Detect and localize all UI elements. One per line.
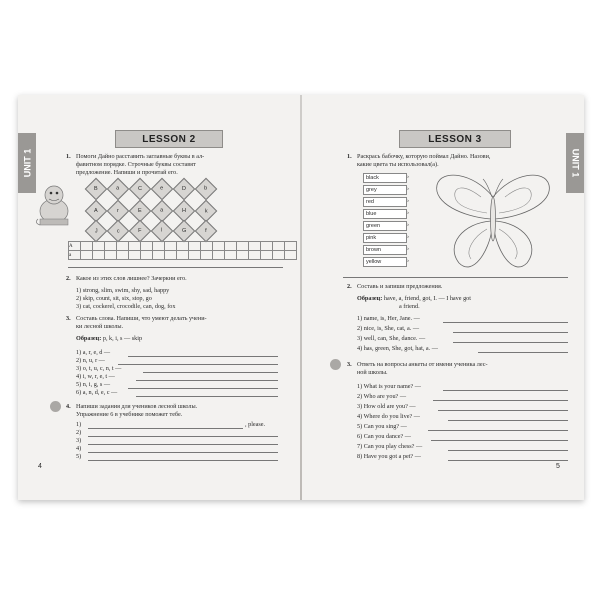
letter-tile: l [151,220,174,243]
ex2-item: 1) strong, slim, swim, shy, sad, happy [76,287,170,294]
ex2-item: 1) name, is, Her, Jane. — [357,315,420,322]
answer-line[interactable] [136,380,278,381]
ex3-item: 1) What is your name? — [357,383,421,390]
letter-tile: r [107,200,130,223]
letter-tile: F [129,220,152,243]
answer-line[interactable] [478,352,568,353]
answer-line[interactable] [448,420,568,421]
ex3-number: 3. [66,315,71,322]
ex3-item: 5) n, i, g, s — [76,381,111,388]
color-label: red [363,197,407,207]
ex3-item: 7) Can you play chess? — [357,443,423,450]
ex2-item: 4) has, green, She, got, hat, a. — [357,345,438,352]
answer-line[interactable] [143,372,278,373]
unit-tab-right [566,133,584,193]
arrow-icon: › [407,222,409,228]
dino-illustration [32,175,76,227]
ex4-answer-num: 1) [76,421,82,428]
ex4-answer-num: 4) [76,445,82,452]
grid-row-label: a [69,251,81,260]
answer-line[interactable] [88,436,278,437]
ex3-item: 1) a, r, e, d — [76,349,111,356]
answer-line[interactable] [448,450,568,451]
ex3-item: 4) i, w, r, e, t — [76,373,115,380]
answer-grid[interactable] [68,241,297,260]
letter-tile: a [107,178,130,201]
ex2-item: 2) skip, count, sit, six, stop, go [76,295,152,302]
ex3-line-2: ной школы. [357,369,388,376]
ex3-item: 3) o, t, u, c, n, t — [76,365,122,372]
letter-tile: H [173,200,196,223]
letter-tile: f [195,220,218,243]
letter-tile: C [129,178,152,201]
color-label: yellow [363,257,407,267]
ex1-line-2: фавитном порядке. Строчные буквы составят [76,161,196,168]
answer-line[interactable] [88,428,243,429]
ex3-line-1: Составь слова. Напиши, что умеют делать учени- [76,315,207,322]
unit-tab-label: UNIT 1 [570,148,581,178]
arrow-icon: › [407,246,409,252]
ex3-number: 3. [347,361,352,368]
answer-line[interactable] [136,396,278,397]
right-page [303,95,584,500]
ex1-number: 1. [347,153,352,160]
ex4-please: , please. [245,421,266,428]
ex2-number: 2. [66,275,71,282]
color-label: brown [363,245,407,255]
butterfly-illustration[interactable] [433,167,553,275]
unit-tab-label: UNIT 1 [22,148,33,178]
ex4-line-2: Упражнение 6 в учебнике поможет тебе. [76,411,183,418]
ex4-line-1: Напиши задания для учеников лесной школы. [76,403,198,410]
answer-line[interactable] [443,322,568,323]
ex3-line-1: Ответь на вопросы анкеты от имени ученика лес- [357,361,488,368]
answer-line[interactable] [453,332,568,333]
ex4-answer-num: 5) [76,453,82,460]
book-spine [300,95,302,500]
ex4-answer-num: 3) [76,437,82,444]
answer-line[interactable] [431,440,568,441]
page-number-left: 4 [38,463,42,470]
answer-line[interactable] [128,388,278,389]
letter-tile: A [85,200,108,223]
letter-tile: e [151,178,174,201]
ex3-item: 2) Who are you? — [357,393,407,400]
letter-tile: E [129,200,152,223]
ex1-line-1: Помоги Дайно расставить заглавные буквы в ал- [76,153,205,160]
color-label: black [363,173,407,183]
letter-tile: a [151,200,174,223]
ex2-item: 3) cat, cockerel, crocodile, can, dog, fox [76,303,176,310]
answer-line[interactable] [438,410,568,411]
letter-tile: D [173,178,196,201]
arrow-icon: › [407,234,409,240]
ex2-text: Составь и запиши предложения. [357,283,443,290]
ex3-item: 5) Can you sing? — [357,423,407,430]
arrow-icon: › [407,198,409,204]
answer-line[interactable] [343,277,568,278]
color-label: green [363,221,407,231]
lesson-title-left: LESSON 2 [115,130,223,148]
answer-line[interactable] [128,356,278,357]
ex2-item: 2) nice, is, She, cat, a. — [357,325,420,332]
arrow-icon: › [407,210,409,216]
letter-tile: B [85,178,108,201]
left-page [18,95,301,500]
ex1-number: 1. [66,153,71,160]
letter-tile: c [107,220,130,243]
ex2-sample: Образец: have, a, friend, got, I. — I have got [357,295,471,302]
ex3-item: 8) Have you got a pet? — [357,453,421,460]
ex1-line-1: Раскрась бабочку, которую поймал Дайно. Назови, [357,153,491,160]
ex3-item: 3) How old are you? — [357,403,416,410]
letter-tile: G [173,220,196,243]
ex3-item: 6) a, n, d, e, c — [76,389,118,396]
letter-tile: J [85,220,108,243]
hedgehog-icon [50,401,61,412]
ex1-line-2: какие цвета ты использовал(а). [357,161,439,168]
ex3-item: 2) n, u, r — [76,357,105,364]
ex4-number: 4. [66,403,71,410]
letter-tile: k [195,200,218,223]
page-number-right: 5 [556,463,560,470]
letter-tile: b [195,178,218,201]
color-label: grey [363,185,407,195]
answer-line[interactable] [433,400,568,401]
answer-line[interactable] [118,364,278,365]
answer-line[interactable] [448,460,568,461]
color-label: blue [363,209,407,219]
arrow-icon: › [407,186,409,192]
grid-row-label: A [69,242,81,251]
ex1-line-3: предложение. Напиши и прочитай его. [76,169,178,176]
arrow-icon: › [407,258,409,264]
hedgehog-icon [330,359,341,370]
ex2-item: 3) well, can, She, dance. — [357,335,426,342]
color-label: pink [363,233,407,243]
arrow-icon: › [407,174,409,180]
ex3-item: 6) Can you dance? — [357,433,411,440]
ex2-sample-cont: a friend. [399,303,420,310]
ex2-number: 2. [347,283,352,290]
lesson-title-right: LESSON 3 [399,130,511,148]
ex2-text: Какое из этих слов лишнее? Зачеркни его. [76,275,187,282]
ex3-item: 4) Where do you live? — [357,413,420,420]
answer-line[interactable] [443,390,568,391]
ex3-sample: Образец: p, k, i, s — skip [76,335,143,342]
answer-line[interactable] [88,444,278,445]
answer-line[interactable] [88,452,278,453]
answer-line[interactable] [453,342,568,343]
ex3-line-2: ки лесной школы. [76,323,124,330]
ex4-answer-num: 2) [76,429,82,436]
answer-line[interactable] [428,430,568,431]
answer-line[interactable] [68,267,283,268]
answer-line[interactable] [88,460,278,461]
